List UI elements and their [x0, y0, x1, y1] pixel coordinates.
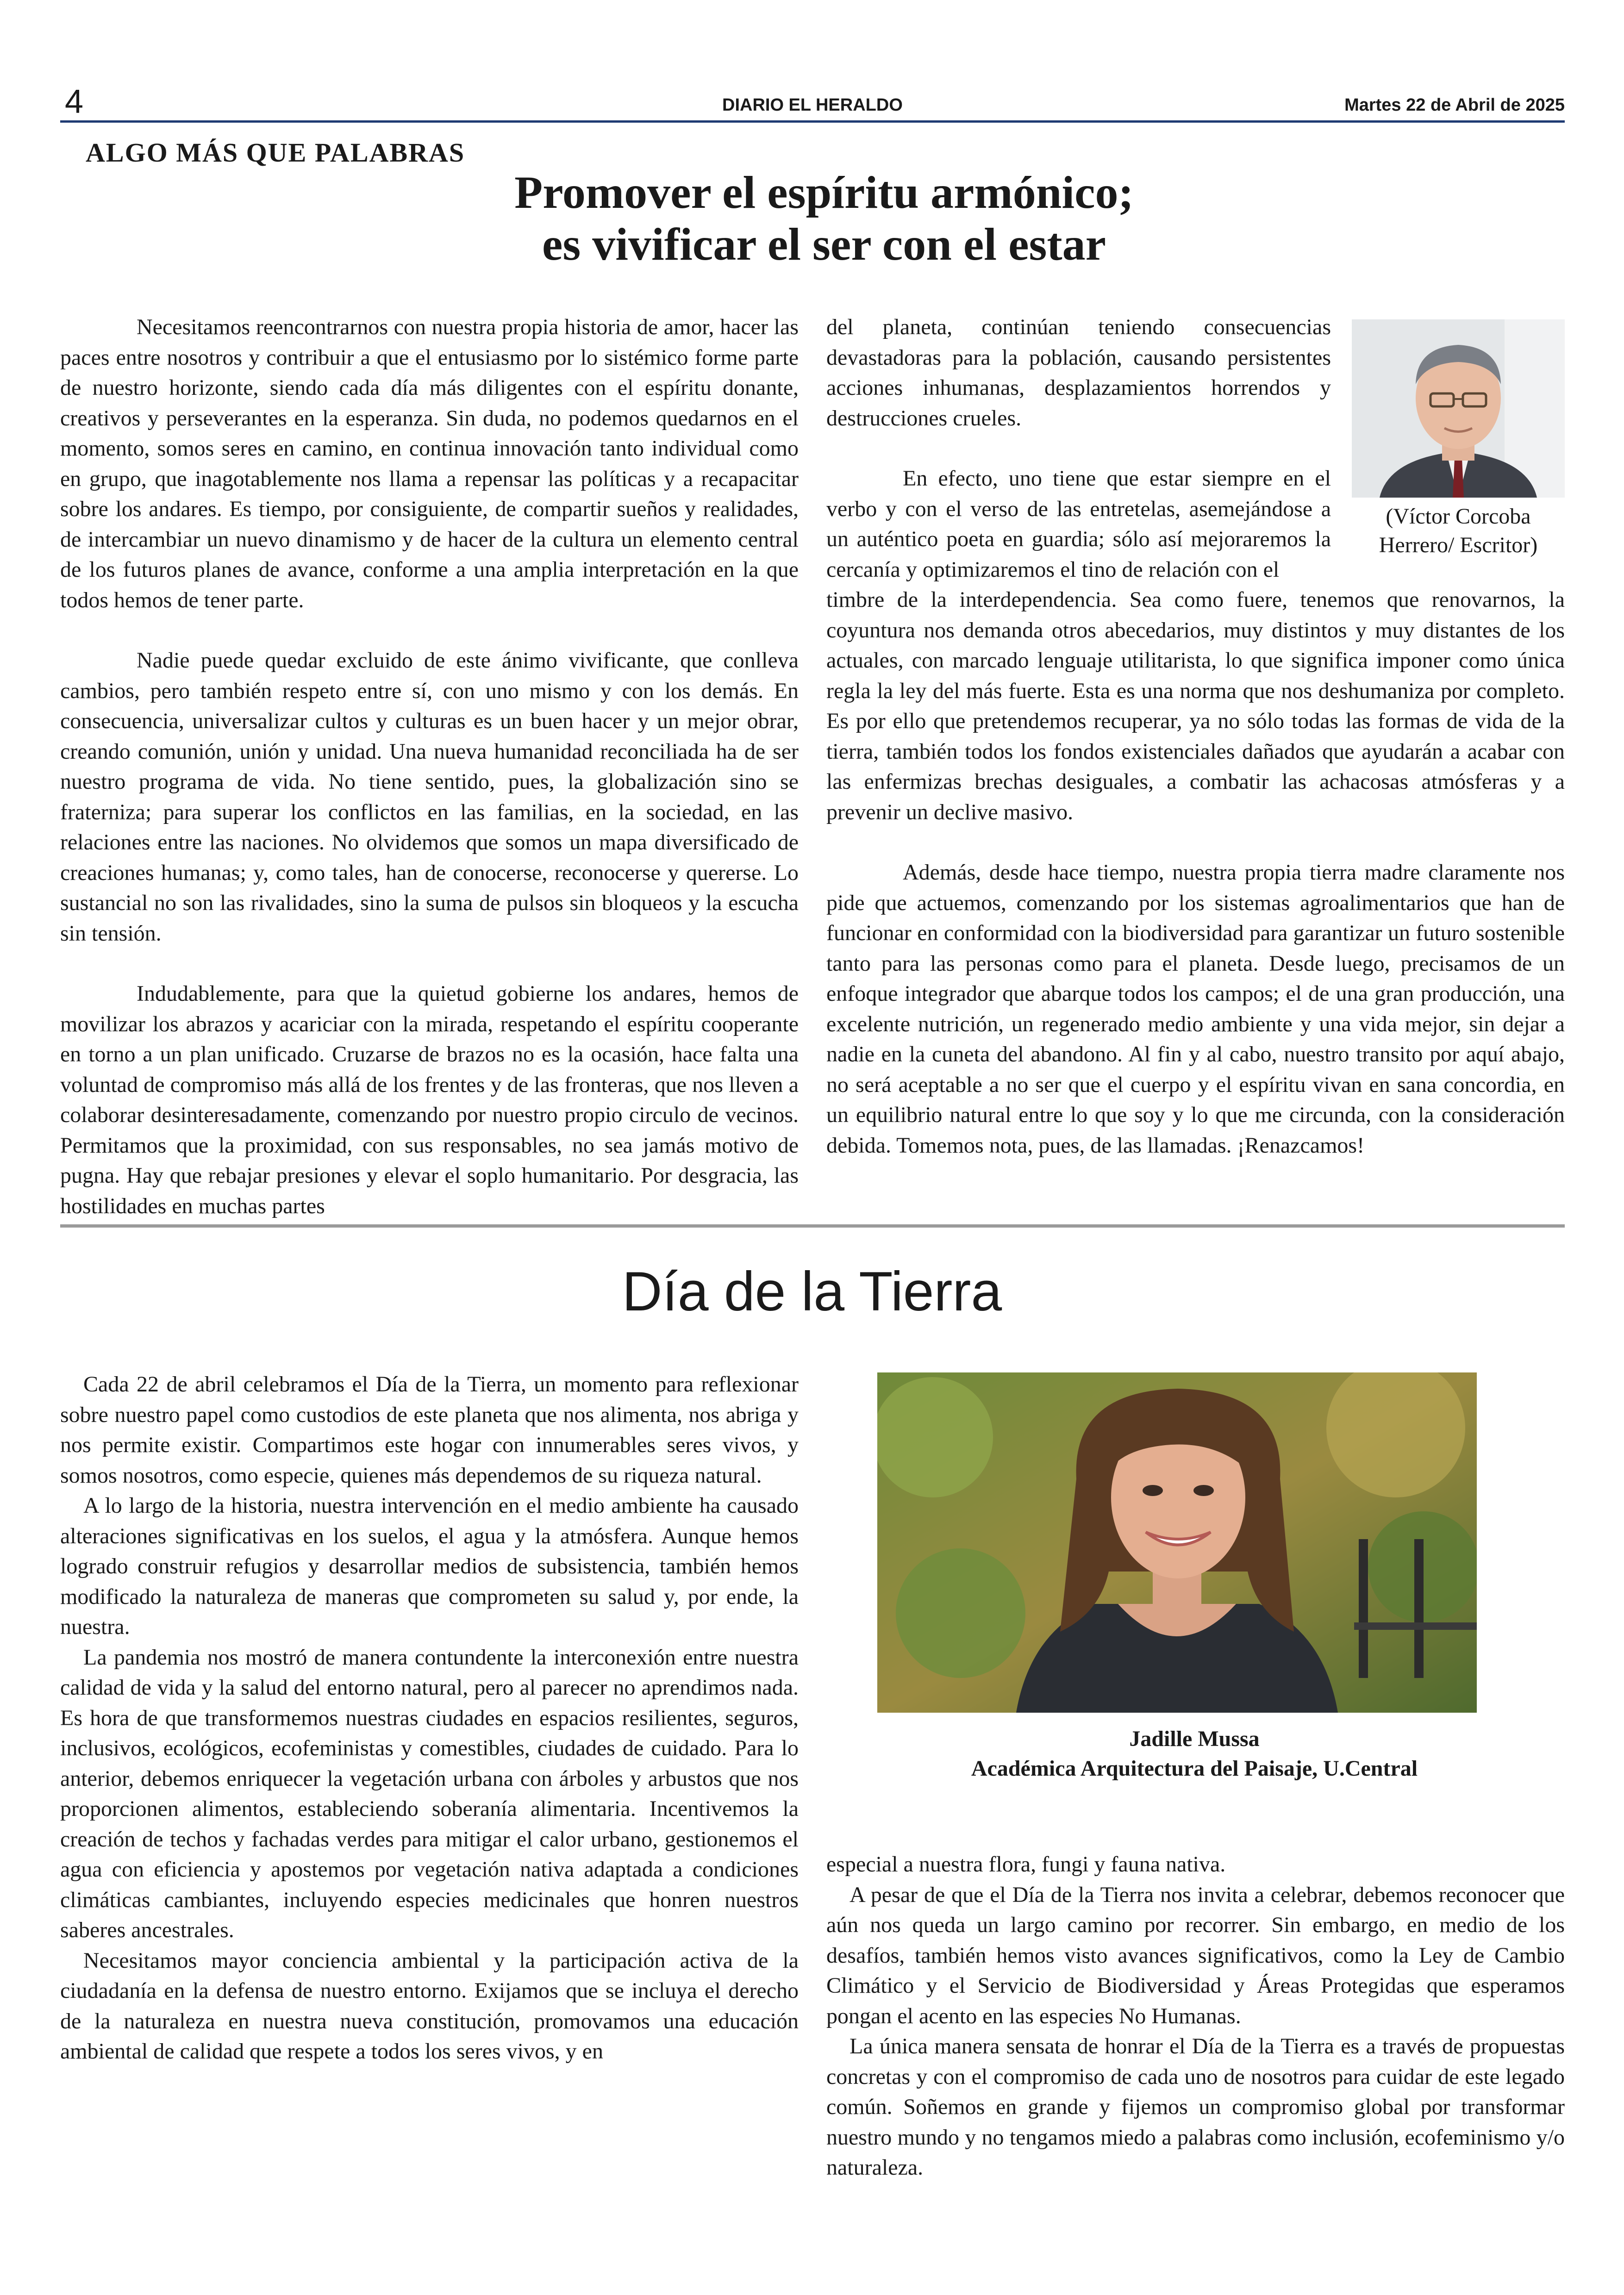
article-title-line1: Promover el espíritu armónico; [514, 167, 1134, 218]
article2-paragraph: A lo largo de la historia, nuestra intervención en el medio ambiente ha causado alteraciones significativas en los suelos, el agua y la atmósfera. Aunque hemos logrado construir refugios y desarrollar medios de subsistencia, también hemos modificado la naturaleza de maneras que comprometen su salud y, por ende, la nuestra. [60, 1493, 799, 1639]
article2-paragraph: Necesitamos mayor conciencia ambiental y la participación activa de la ciudadanía en la defensa de nuestro entorno. Exijamos que se incluya el derecho de la naturaleza en nuestra nueva constitución, promovamos una educación ambiental de calidad que respete a todos los seres vivos, y en [60, 1948, 799, 2064]
article2-paragraph: Cada 22 de abril celebramos el Día de la Tierra, un momento para reflexionar sobre nuestro papel como custodios de este planeta que nos alimenta, nos abriga y nos permite existir. Compartimos este hogar con innumerables seres vivos, y somos nosotros, como especie, quienes más dependemos de su riqueza natural. [60, 1372, 799, 1488]
article1-paragraph: Indudablemente, para que la quietud gobierne los andares, hemos de movilizar los abrazos y acariciar con la mirada, respetando el espíritu cooperante en torno a un plan unificado. Cruzarse de brazos no es la ocasión, hace falta una voluntad de compromiso más allá de los frentes y de las fronteras, que nos lleven a colaborar desinteresadamente, comenzando por nuestro propio circulo de vecinos. Permitamos que la proximidad, con sus responsables, no sea jamás motivo de pugna. Hay que rebajar presiones y elevar el soplo humanitario. Por desgracia, las hostilidades en muchas partes [60, 981, 799, 1218]
article-title-line2: es vivificar el ser con el estar [542, 218, 1106, 270]
article2-paragraph: A pesar de que el Día de la Tierra nos invita a celebrar, debemos reconocer que aún nos queda un largo camino por recorrer. Sin embargo, en medio de los desafíos, también hemos visto avances significativos, como la Ley de Cambio Climático y el Servicio de Biodiversidad y Áreas Protegidas que esperamos pongan el acento en las especies No Humanas. [826, 1882, 1565, 2028]
author-role: Académica Arquitectura del Paisaje, U.Central [971, 1756, 1418, 1781]
article2-continuation: especial a nuestra flora, fungi y fauna nativa. [826, 1852, 1226, 1877]
article2-right-column [826, 1849, 1565, 2183]
article1-paragraph-wrapped: En efecto, uno tiene que estar siempre en el verbo y con el verso de las entretelas, asemejándose a un auténtico poeta en guardia; sólo así mejoraremos la cercanía y optimizaremos el tino de relación con el [826, 466, 1331, 582]
author-caption-victor [1352, 502, 1565, 560]
article2-title: Día de la Tierra [622, 1260, 1002, 1322]
article1-paragraph-rest: timbre de la interdependencia. Sea como fuere, tenemos que renovarnos, la coyuntura nos demanda otros abecedarios, muy distintos y muy distantes de los actuales, con marcado lenguaje utilitarista, lo que significa imponer como única regla la ley del más fuerte. Esta es una norma que nos deshumaniza por completo. Es por ello que pretendemos recuperar, ya no sólo todas las formas de vida de la tierra, también todos los fondos existenciales dañados que ayudarán a acabar con las enfermizas brechas desiguales, a combatir las achacosas atmósferas y a prevenir un declive masivo. [826, 587, 1565, 824]
author-name: Jadille Mussa [1129, 1727, 1260, 1751]
article1-paragraph: Necesitamos reencontrarnos con nuestra propia historia de amor, hacer las paces entre nosotros y contribuir a que el entusiasmo por lo sistémico forme parte de nuestro horizonte, siendo cada día más diligentes con el espíritu donante, creativos y perseverantes en la esperanza. Sin duda, no podemos quedarnos en el momento, somos seres en camino, en continua innovación tanto individual como en grupo, que inagotablemente nos llama a repensar las políticas y a recapacitar sobre los andares. Es tiempo, por consiguiente, de compartir sueños y realidades, de intercambiar un nuevo dinamismo y de hacer de la cultura un elemento central de los futuros planes de avance, conforme a una amplia interpretación en la que todos hemos de tener parte. [60, 315, 799, 612]
page-number: 4 [65, 83, 84, 120]
article-title [444, 167, 1204, 270]
article2-left-column [60, 1369, 799, 2067]
section-divider [60, 1224, 1565, 1228]
article1-continuation: del planeta, continúan teniendo consecuencias devastadoras para la población, causando persistentes acciones inhumanas, desplazamientos horrendos y destrucciones crueles. [826, 315, 1331, 430]
newspaper-name: DIARIO EL HERALDO [722, 95, 903, 115]
article2-paragraph: La única manera sensata de honrar el Día de la Tierra es a través de propuestas concretas y con el compromiso de cada uno de nosotros para cuidar de este legado común. Soñemos en grande y fijemos un compromiso global por transformar nuestro mundo y no tengamos miedo a palabras como inclusión, ecofeminismo y/o naturaleza. [826, 2034, 1565, 2180]
article2-paragraph: La pandemia nos mostró de manera contundente la interconexión entre nuestra calidad de vida y la salud del entorno natural, pero al parecer no aprendimos nada. Es hora de que transformemos nuestras ciudades en espacios resilientes, seguros, inclusivos, ecológicos, ecofeministas y comestibles, ciudades de cuidado. Para lo anterior, debemos enriquecer la vegetación urbana con árboles y arbustos que nos proporcionen alimentos, estableciendo soberanía alimentaria. Incentivemos la creación de techos y fachadas verdes para mitigar el calor urbano, gestionemos el agua con eficiencia y apostemos por vegetación nativa adaptada a condiciones climáticas cambiantes, incluyendo especies medicinales que honren nuestros saberes ancestrales. [60, 1645, 799, 1942]
article1-left-column [60, 312, 799, 1221]
article1-paragraph: Además, desde hace tiempo, nuestra propia tierra madre claramente nos pide que actuemos, comenzando por los sistemas agroalimentarios que han de funcionar en conformidad con la biodiversidad para garantizar un futuro sostenible tanto para las personas como para el planeta. Desde luego, precisamos de un enfoque integrador que abarque todos los campos; el de una gran producción, una excelente nutrición, un regenerado medio ambiente y una vida mejor, sin dejar a nadie en la cuneta del abandono. Al fin y al cabo, nuestro transito por aquí abajo, no será aceptable a no ser que el cuerpo y el espíritu vivan en sana concordia, en un equilibrio natural entre lo que soy y lo que me circunda, con la consideración debida. Tomemos nota, pues, de las llamadas. ¡Renazcamos! [826, 860, 1565, 1158]
article1-paragraph: Nadie puede quedar excluido de este ánimo vivificante, que conlleva cambios, pero también respeto entre sí, con uno mismo y con los demás. En consecuencia, universalizar cultos y culturas es un buen hacer y un mejor obrar, creando comunión, unión y unidad. Una nueva humanidad reconciliada ha de ser nuestro programa de vida. No tiene sentido, pues, la globalización sino se fraterniza; para superar los conflictos en las familias, en la sociedad, en las relaciones entre las naciones. No olvidemos que somos un mapa diversificado de creaciones humanas; y, como tales, han de conocerse, reconocerse y quererse. Lo sustancial no son las rivalidades, sino la suma de pulsos sin bloqueos y la escucha sin tensión. [60, 648, 799, 946]
author-caption-line: (Víctor Corcoba [1386, 504, 1531, 529]
issue-date: Martes 22 de Abril de 2025 [1344, 95, 1565, 115]
author-caption-line: Herrero/ Escritor) [1379, 533, 1538, 557]
section-label: ALGO MÁS QUE PALABRAS [86, 137, 465, 168]
author-photo-jadille [877, 1372, 1477, 1713]
author-caption-jadille [852, 1724, 1537, 1784]
author-photo-victor [1352, 319, 1565, 498]
header-rule [60, 120, 1565, 123]
